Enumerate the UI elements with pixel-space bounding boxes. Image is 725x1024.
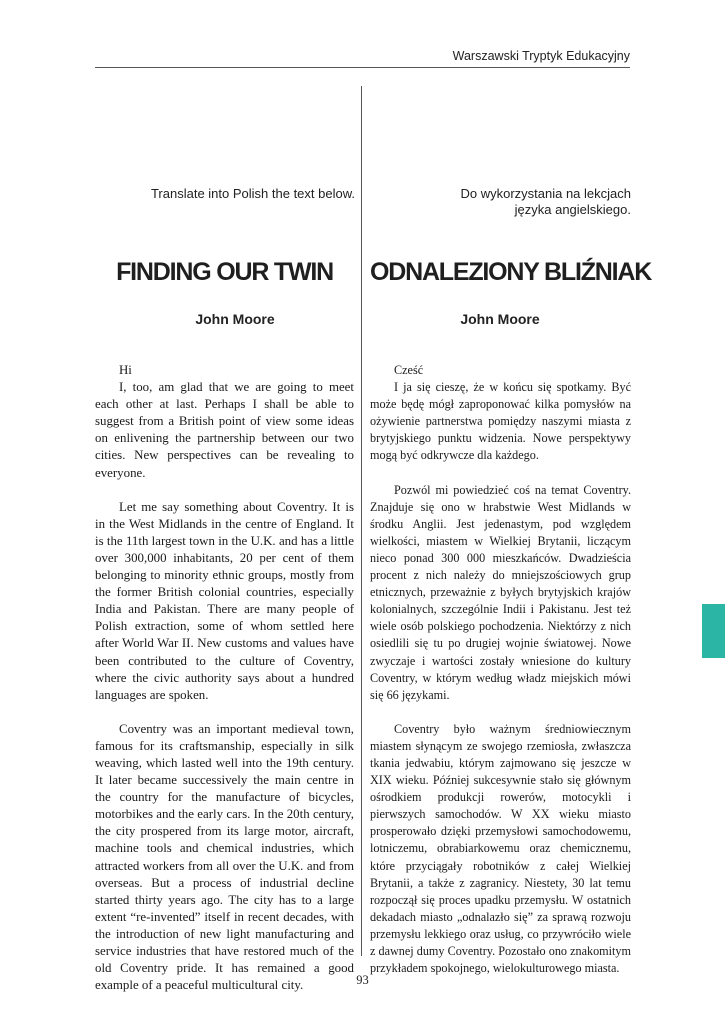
greeting-english: Hi xyxy=(119,363,132,377)
running-header: Warszawski Tryptyk Edukacyjny xyxy=(452,49,630,63)
paragraph-gap xyxy=(95,704,354,721)
polish-paragraph-3: Coventry było ważnym średniowiecznym miastem słynącym ze swojego rzemiosła, zwłaszcza tkania jedwabiu, którym zajmowano się jeszcze w XIX wieku. Później sukcesywnie stało się głównym ośrodkiem produkcji rowerów, motocykli i pierwszych samochodów. W XX wieku miasto prosperowało dzięki przemysłowi samochodowemu, lotniczemu, obrabiarkowemu oraz chemicznemu, które przyciągały robotników z całej Wielkiej Brytanii, a także z zagranicy. Niestety, 30 lat temu rozpoczął się proces upadku przemysłu. W ostatnich dekadach miasto „odnalazło się” za sprawą rozwoju przemysłu lekkiego oraz usług, co przywróciło wiele z dawnej dumy Coventry. Pozostało ono znakomitym przykładem spokojnego, wielokulturowego miasta. xyxy=(370,721,631,976)
title-english: FINDING OUR TWIN xyxy=(116,258,333,286)
paragraph-gap xyxy=(95,482,354,499)
author-english: John Moore xyxy=(195,311,275,327)
page-number: 93 xyxy=(356,973,369,987)
instruction-polish-line2: języka angielskiego. xyxy=(514,202,631,217)
header-rule xyxy=(95,67,630,68)
english-paragraph-2: Let me say something about Coventry. It is in the West Midlands in the centre of England. It is the 11th largest town in the U.K. and has a little over 300,000 inhabitants, 20 per cent of them belonging to minority ethnic groups, mostly from the former British colonial countries, especially India and Pakistan. There are many people of Polish extraction, some of whom settled here after World War II. New customs and values have been contributed to the culture of Coventry, where the civic authority says about a hundred languages are spoken. xyxy=(95,499,354,702)
title-polish: ODNALEZIONY BLIŹNIAK xyxy=(370,258,652,286)
english-paragraph-3: Coventry was an important medieval town, famous for its craftsmanship, especially in silk weaving, which lasted well into the 19th century. It later became successively the main centre in the country for the manufacture of bicycles, motorbikes and the early cars. In the 20th century, the city prospered from its large motor, aircraft, machine tools and chemical industries, which attracted workers from all over the U.K. and from overseas. But a process of industrial decline started thirty years ago. The city has to a large extent “re-invented” itself in recent decades, with the introduction of new light manufacturing and service industries that have restored much of the old Coventry pride. It has remained a good example of a peaceful multicultural city. xyxy=(95,721,354,993)
english-paragraph-1: I, too, am glad that we are going to meet each other at last. Perhaps I shall be able to suggest from a British point of view some ideas on enlivening the partnership between our two cities. New perspectives can be revealing to everyone. xyxy=(95,380,354,480)
polish-text-column xyxy=(370,362,631,977)
polish-paragraph-2: Pozwól mi powiedzieć coś na temat Coventry. Znajduje się ono w hrabstwie West Midlands w środku Anglii. Jest jedenastym, pod względem wielkości, miastem w Wielkiej Brytanii, liczącym nieco ponad 300 000 mieszkańców. Dwadzieścia procent z nich należy do mniejszościowych grup etnicznych, przeważnie z byłych brytyjskich krajów kolonialnych, szczególnie Indii i Pakistanu. Jest też wiele osób polskiego pochodzenia. Niektórzy z nich osiedlili się tu po drugiej wojnie światowej. Nowe zwyczaje i wartości zostały wniesione do kultury Coventry, w którym według władz miejskich mówi się 66 językami. xyxy=(370,482,631,702)
instruction-polish xyxy=(370,186,631,218)
english-text-column xyxy=(95,362,354,994)
author-polish: John Moore xyxy=(460,311,540,327)
paragraph-gap xyxy=(370,465,631,482)
paragraph-gap xyxy=(370,704,631,721)
column-divider xyxy=(361,86,362,956)
section-tab-marker xyxy=(702,604,725,658)
instruction-polish-line1: Do wykorzystania na lekcjach xyxy=(460,186,631,201)
polish-paragraph-1: I ja się cieszę, że w końcu się spotkamy. Być może będę mógł zaproponować kilka pomysłów na ożywienie partnerstwa pomiędzy naszymi miasta z brytyjskiego punktu widzenia. Nowe perspektywy mogą być odkrywcze dla każdego. xyxy=(370,380,631,463)
instruction-english: Translate into Polish the text below. xyxy=(150,186,355,201)
greeting-polish: Cześć xyxy=(394,363,424,377)
